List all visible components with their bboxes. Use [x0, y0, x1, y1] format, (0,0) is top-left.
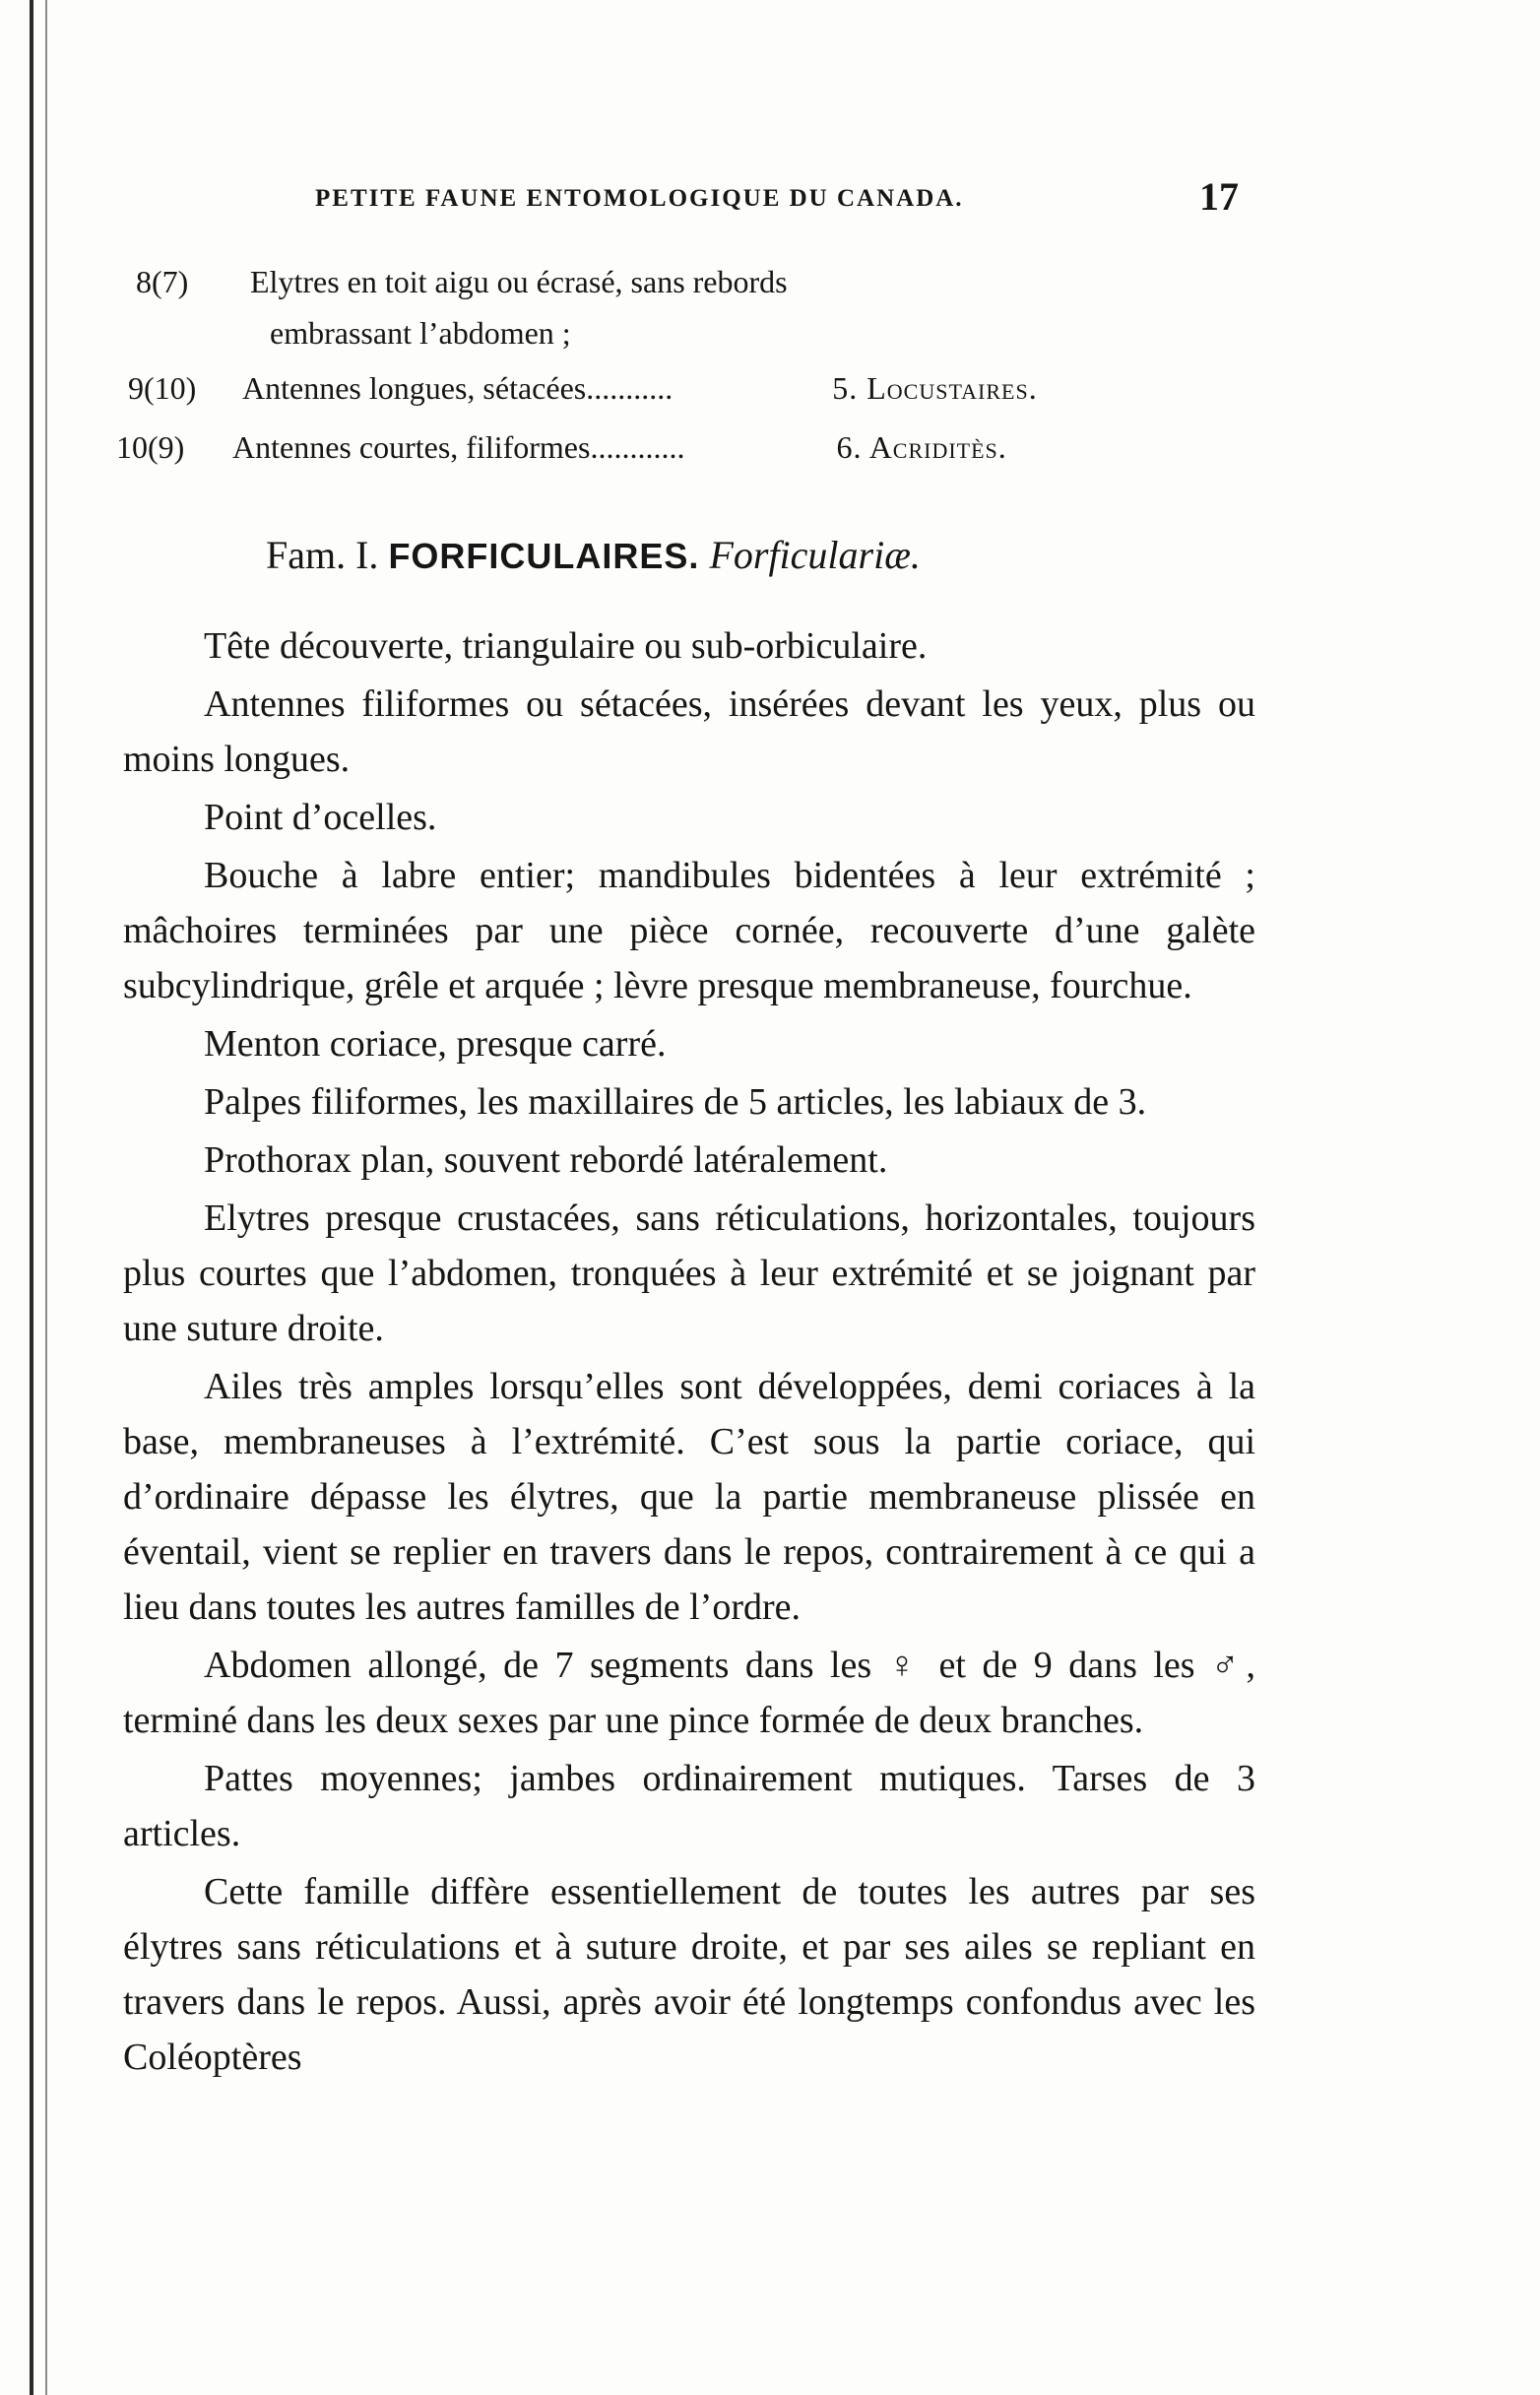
family-number: Fam. I.: [266, 533, 379, 577]
paragraph: Tête découverte, triangulaire ou sub-orbiculaire.: [204, 625, 928, 667]
paragraph: Palpes filiformes, les maxillaires de 5 articles, les labiaux de 3.: [204, 1081, 1147, 1123]
paragraph: Prothorax plan, souvent rebordé latéralement.: [204, 1139, 888, 1181]
key-text: Elytres en toit aigu ou écrasé, sans rebords: [250, 264, 788, 299]
key-result: 6. Acriditès.: [836, 429, 1007, 465]
paragraph: Ailes très amples lorsqu’elles sont développées, demi coriaces à la base, membraneuses à l’extrémité. C’est sous la partie coriace, qui d’ordinaire dépasse les élytres, que la partie membraneuse plissée en éventail, vient se replier en travers dans le repos, contrairement à ce qui a lieu dans toutes les autres familles de l’ordre.: [123, 1366, 1255, 1628]
paragraph: Abdomen allongé, de 7 segments dans les ♀ et de 9 dans les ♂, terminé dans les deux sexes par une pince formée de deux branches.: [123, 1645, 1255, 1741]
key-line: [116, 429, 1007, 466]
key-line: [270, 315, 571, 352]
key-result: 5. Locustaires.: [832, 370, 1038, 406]
paragraph: Bouche à labre entier; mandibules bidentées à leur extrémité ; mâchoires terminées par une pièce cornée, recouverte d’une galète subcylindrique, grêle et arquée ; lèvre presque membraneuse, fourchue.: [123, 855, 1255, 1006]
key-line: [128, 370, 1038, 407]
page-binding-edge: [30, 0, 33, 2395]
key-text: Antennes longues, sétacées: [242, 370, 587, 406]
running-head: PETITE FAUNE ENTOMOLOGIQUE DU CANADA.: [315, 185, 964, 212]
key-number: 9(10): [128, 370, 197, 406]
family-name: FORFICULAIRES.: [388, 536, 700, 576]
paragraph: Cette famille diffère essentiellement de toutes les autres par ses élytres sans réticulations et à suture droite, et par ses ailes se repliant en travers dans le repos. Aussi, après avoir été longtemps confondus avec les Coléoptères: [123, 1871, 1255, 2078]
key-text: embrassant l’abdomen ;: [270, 315, 571, 351]
paragraph: Elytres presque crustacées, sans réticulations, horizontales, toujours plus courtes que l’abdomen, tronquées à leur extrémité et se joignant par une suture droite.: [123, 1198, 1255, 1349]
paragraph: Point d’ocelles.: [204, 797, 437, 838]
key-line: [136, 264, 788, 300]
paragraph: Antennes filiformes ou sétacées, insérées devant les yeux, plus ou moins longues.: [123, 683, 1255, 780]
page-binding-shadow: [45, 0, 47, 2395]
family-latin-name: Forficulariæ.: [709, 533, 921, 577]
family-heading: [266, 532, 921, 578]
key-number: 8(7): [136, 264, 189, 299]
key-text: Antennes courtes, filiformes: [232, 429, 591, 465]
page-number: 17: [1199, 174, 1239, 219]
key-number: 10(9): [116, 429, 185, 465]
body-text: [123, 618, 1255, 2088]
key-leader-dots: ............: [590, 429, 685, 465]
key-leader-dots: ...........: [586, 370, 674, 406]
paragraph: Pattes moyennes; jambes ordinairement mutiques. Tarses de 3 articles.: [123, 1758, 1255, 1854]
paragraph: Menton coriace, presque carré.: [204, 1023, 667, 1065]
